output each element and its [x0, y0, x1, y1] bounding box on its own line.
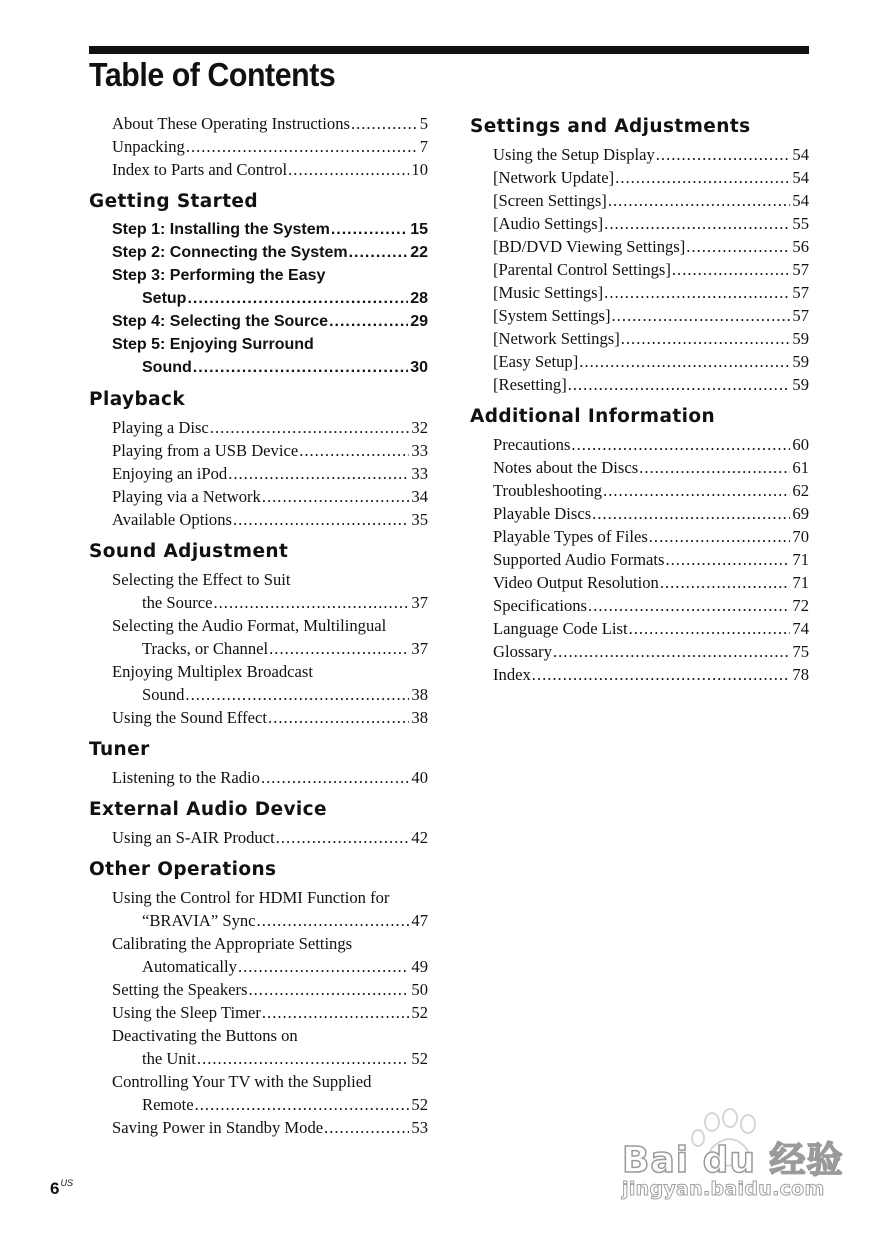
toc-entry[interactable]: [Audio Settings] ..... 55 — [493, 212, 809, 235]
dot-leader — [351, 112, 418, 135]
toc-entry[interactable]: Setting the Speakers ..... 50 — [112, 978, 428, 1001]
toc-entry[interactable]: Deactivating the Buttons on the Unit ..... 52 — [112, 1024, 428, 1070]
toc-entry[interactable]: Playable Types of Files ..... 70 — [493, 525, 809, 548]
dot-leader — [329, 310, 408, 333]
toc-entry[interactable]: [System Settings] ..... 57 — [493, 304, 809, 327]
toc-entry[interactable]: Selecting the Audio Format, Multilingual Tracks, or Channel ..... 37 — [112, 614, 428, 660]
toc-left-column — [89, 112, 428, 1143]
toc-right-column — [470, 110, 809, 690]
toc-entry[interactable]: [Music Settings] ..... 57 — [493, 281, 809, 304]
toc-entry[interactable]: Precautions ..... 60 — [493, 433, 809, 456]
dot-leader — [579, 350, 790, 373]
toc-entry[interactable]: Step 2: Connecting the System ..... 22 — [112, 241, 428, 264]
dot-leader — [660, 571, 791, 594]
dot-leader — [665, 548, 790, 571]
toc-entry[interactable]: [Resetting] ..... 59 — [493, 373, 809, 396]
toc-entry[interactable]: Playing from a USB Device ..... 33 — [112, 439, 428, 462]
dot-leader — [639, 456, 790, 479]
section-heading-sound-adjustment: Sound Adjustment — [89, 541, 289, 562]
section-heading-settings: Settings and Adjustments — [470, 116, 751, 137]
dot-leader — [571, 433, 790, 456]
toc-entry[interactable]: Step 4: Selecting the Source ..... 29 — [112, 310, 428, 333]
toc-additional-list — [470, 433, 809, 686]
dot-leader — [268, 706, 409, 729]
toc-getting-started-list — [89, 218, 428, 379]
toc-entry[interactable]: Notes about the Discs ..... 61 — [493, 456, 809, 479]
toc-entry[interactable]: Playing via a Network ..... 34 — [112, 485, 428, 508]
toc-entry[interactable]: [Network Settings] ..... 59 — [493, 327, 809, 350]
dot-leader — [299, 439, 409, 462]
dot-leader — [288, 158, 409, 181]
section-heading-external-audio: External Audio Device — [89, 799, 327, 820]
dot-leader — [656, 143, 791, 166]
section-heading-getting-started: Getting Started — [89, 191, 259, 212]
dot-leader — [672, 258, 791, 281]
toc-settings-list — [470, 143, 809, 396]
toc-entry[interactable]: Using an S-AIR Product ..... 42 — [112, 826, 428, 849]
dot-leader — [262, 1001, 410, 1024]
dot-leader — [649, 525, 791, 548]
page-suffix: US — [60, 1178, 73, 1188]
toc-sound-adjustment-list — [89, 568, 428, 729]
toc-entry[interactable]: Index ..... 78 — [493, 663, 809, 686]
toc-entry[interactable]: Available Options ..... 35 — [112, 508, 428, 531]
toc-entry[interactable]: [Screen Settings] ..... 54 — [493, 189, 809, 212]
toc-entry[interactable]: Playable Discs ..... 69 — [493, 502, 809, 525]
dot-leader — [257, 909, 410, 932]
toc-entry[interactable]: [Parental Control Settings] ..... 57 — [493, 258, 809, 281]
page-number: $6^{US}$ — [50, 1178, 73, 1198]
dot-leader — [210, 416, 410, 439]
dot-leader — [233, 508, 409, 531]
dot-leader — [532, 663, 791, 686]
dot-leader — [195, 1093, 410, 1116]
toc-entry[interactable]: Using the Setup Display ..... 54 — [493, 143, 809, 166]
toc-entry[interactable]: Glossary ..... 75 — [493, 640, 809, 663]
toc-entry[interactable]: Specifications ..... 72 — [493, 594, 809, 617]
toc-entry[interactable]: Enjoying an iPod ..... 33 — [112, 462, 428, 485]
toc-entry[interactable]: About These Operating Instructions ..... 5 — [112, 112, 428, 135]
toc-entry[interactable]: Enjoying Multiplex Broadcast Sound ..... 38 — [112, 660, 428, 706]
toc-entry[interactable]: Troubleshooting ..... 62 — [493, 479, 809, 502]
watermark-logo-text: Bai du 经验 — [622, 1140, 844, 1181]
dot-leader — [269, 637, 409, 660]
dot-leader — [197, 1047, 409, 1070]
toc-intro-list — [89, 112, 428, 181]
dot-leader — [276, 826, 410, 849]
watermark-url: jingyan.baidu.com — [622, 1178, 825, 1200]
dot-leader — [228, 462, 409, 485]
dot-leader — [214, 591, 410, 614]
dot-leader — [331, 218, 408, 241]
toc-entry[interactable]: Step 3: Performing the Easy Setup ..... 28 — [112, 264, 428, 310]
dot-leader — [553, 640, 790, 663]
toc-entry[interactable]: Calibrating the Appropriate Settings Automatically ..... 49 — [112, 932, 428, 978]
section-heading-playback: Playback — [89, 389, 186, 410]
dot-leader — [608, 189, 791, 212]
dot-leader — [324, 1116, 409, 1139]
toc-other-operations-list — [89, 886, 428, 1139]
dot-leader — [185, 683, 409, 706]
title-rule — [89, 46, 809, 54]
toc-playback-list — [89, 416, 428, 531]
dot-leader — [686, 235, 790, 258]
toc-entry[interactable]: Unpacking ..... 7 — [112, 135, 428, 158]
toc-entry[interactable]: Using the Sound Effect ..... 38 — [112, 706, 428, 729]
section-heading-additional-info: Additional Information — [470, 406, 716, 427]
toc-entry[interactable]: Language Code List ..... 74 — [493, 617, 809, 640]
toc-entry[interactable]: Saving Power in Standby Mode ..... 53 — [112, 1116, 428, 1139]
section-heading-other-operations: Other Operations — [89, 859, 277, 880]
toc-tuner-list — [89, 766, 428, 789]
toc-entry[interactable]: Step 5: Enjoying Surround Sound ..... 30 — [112, 333, 428, 379]
dot-leader — [249, 978, 410, 1001]
toc-entry[interactable]: Using the Sleep Timer ..... 52 — [112, 1001, 428, 1024]
toc-entry[interactable]: Selecting the Effect to Suit the Source ..... 37 — [112, 568, 428, 614]
page-title: Table of Contents — [89, 56, 336, 93]
dot-leader — [588, 594, 790, 617]
toc-entry[interactable]: Step 1: Installing the System ..... 15 — [112, 218, 428, 241]
dot-leader — [568, 373, 791, 396]
toc-entry[interactable]: [Easy Setup] ..... 59 — [493, 350, 809, 373]
dot-leader — [349, 241, 409, 264]
toc-entry[interactable]: Supported Audio Formats ..... 71 — [493, 548, 809, 571]
dot-leader — [604, 281, 790, 304]
toc-entry[interactable]: Index to Parts and Control ..... 10 — [112, 158, 428, 181]
dot-leader — [261, 766, 409, 789]
dot-leader — [238, 955, 409, 978]
toc-external-audio-list — [89, 826, 428, 849]
dot-leader — [629, 617, 791, 640]
dot-leader — [592, 502, 790, 525]
dot-leader — [604, 212, 790, 235]
section-heading-tuner: Tuner — [89, 739, 150, 760]
toc-entry[interactable]: Using the Control for HDMI Function for “BRAVIA” Sync ..... 47 — [112, 886, 428, 932]
toc-entry[interactable]: Listening to the Radio ..... 40 — [112, 766, 428, 789]
dot-leader — [187, 287, 408, 310]
dot-leader — [621, 327, 791, 350]
toc-entry[interactable]: Playing a Disc ..... 32 — [112, 416, 428, 439]
toc-entry[interactable]: [Network Update] ..... 54 — [493, 166, 809, 189]
dot-leader — [603, 479, 790, 502]
dot-leader — [612, 304, 791, 327]
dot-leader — [262, 485, 410, 508]
dot-leader — [615, 166, 790, 189]
dot-leader — [186, 135, 418, 158]
dot-leader — [193, 356, 408, 379]
toc-entry[interactable]: [BD/DVD Viewing Settings] ..... 56 — [493, 235, 809, 258]
toc-entry[interactable]: Video Output Resolution ..... 71 — [493, 571, 809, 594]
toc-entry[interactable]: Controlling Your TV with the Supplied Remote ..... 52 — [112, 1070, 428, 1116]
